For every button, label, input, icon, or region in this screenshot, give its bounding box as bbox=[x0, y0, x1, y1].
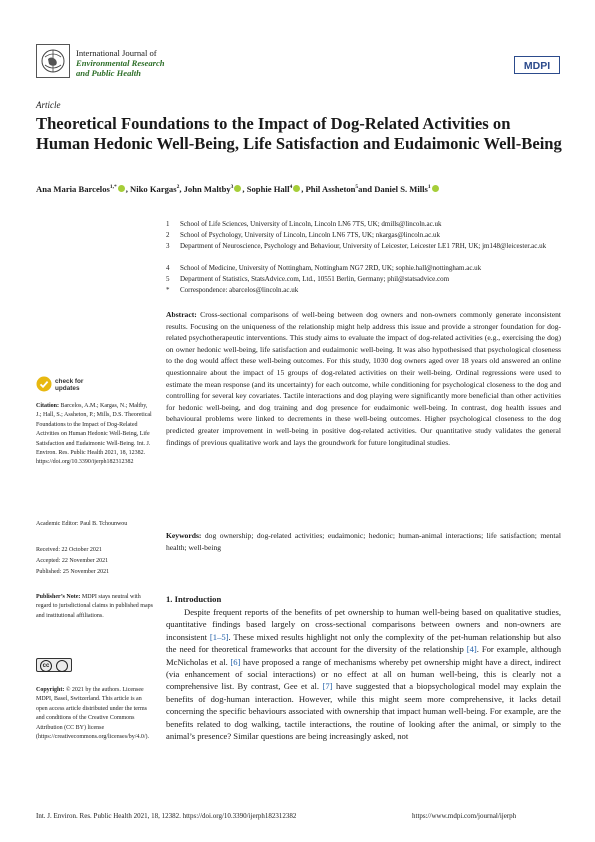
journal-name: International Journal of bbox=[76, 48, 157, 58]
author-list: Ana Maria Barcelos$^{1,*}$ , Niko Kargas$^2$, John Maltby$^3$ , Sophie Hall$^4$ , Phil Assheton$^5$and Daniel S. Mills$^1$ bbox=[36, 184, 576, 194]
person-icon bbox=[56, 660, 68, 672]
citation-link[interactable]: [4] bbox=[466, 644, 477, 655]
check-for-updates-icon[interactable] bbox=[36, 376, 52, 392]
creative-commons-icon[interactable] bbox=[36, 658, 72, 672]
author-name[interactable]: John Maltby bbox=[183, 184, 231, 194]
citation-link[interactable]: [6] bbox=[230, 656, 241, 667]
journal-logo bbox=[36, 44, 70, 78]
article-type: Article bbox=[36, 100, 61, 110]
cc-badge-label: cc bbox=[40, 660, 52, 672]
publisher-note: Publisher’s Note: MDPI stays neutral with regard to jurisdictional claims in published maps and institutional affiliations. bbox=[36, 594, 153, 619]
author-name[interactable]: Daniel S. Mills bbox=[374, 184, 428, 194]
author-name[interactable]: Sophie Hall bbox=[246, 184, 290, 194]
footer-citation: Int. J. Environ. Res. Public Health 2021, 18, 12382. https://doi.org/10.3390/ijerph182312382 bbox=[36, 812, 297, 820]
footer-journal-url[interactable]: https://www.mdpi.com/journal/ijerph bbox=[412, 812, 517, 820]
abstract-text: Cross-sectional comparisons of well-being between dog owners and non-owners commonly generate inconsistent results. Focusing on the uniqueness of the relationship might help address this issue and provide a stronger foundation for dog-related psychotherapeutic interventions. This study aims to evaluate the impact of dog-related activities (e.g., exercising the dog) on owner hedonic well-being, life satisfaction and eudaimonic well-being. It was also hypothesised that psychological closeness to the dog would affect these well-being outcomes. For this study, 1030 dog owners aged over 18 years old answered an online questionnaire about the impact of 15 groups of dog-related activities on their well-being. Ordinal regressions were used to estimate the mean response (and its uncertainty) for each outcome, while conditioning for psychological closeness to the dog and controlling for several key covariates. Tactile interactions and dog playing were significantly more beneficial than other activities for hedonic well-being, and dog training and dog presence for eudaimonic well-being. In contrast, dog health issues and behavioural problems were linked to decrements in these well-being outcomes. Higher psychological closeness to the dog predicted greater improvement in well-being in positive dog-related activities. Our quantitative study validates the general findings of previous qualitative work and lays the groundwork for future longitudinal studies. bbox=[166, 310, 561, 447]
author-name[interactable]: Phil Assheton bbox=[305, 184, 356, 194]
keywords bbox=[166, 530, 561, 553]
citation-link[interactable]: [7] bbox=[322, 681, 333, 692]
accepted-date: Accepted: 22 November 2021 bbox=[36, 558, 109, 564]
academic-editor: Academic Editor: Paul B. Tchounwou bbox=[36, 521, 128, 527]
author-name[interactable]: Niko Kargas bbox=[130, 184, 177, 194]
received-date: Received: 22 October 2021 bbox=[36, 547, 102, 553]
keywords-label: Keywords: bbox=[166, 531, 202, 540]
globe-icon bbox=[37, 45, 69, 77]
copyright: Copyright: © 2021 by the authors. Licensee MDPI, Basel, Switzerland. This article is an open access article distributed under the terms and conditions of the Creative Commons Attribution (CC BY) license (https://creativecommons.org/licenses/by/4.0/). bbox=[36, 687, 150, 741]
abstract bbox=[166, 309, 561, 448]
introduction-text: Despite frequent reports of the benefits of pet ownership to human well-being based on qualitative studies, quantitative findings based largely on cross-sectional comparisons between owners and non-owners are inconsistent [1–5]. These mixed results highlight not only the complexity of the pet-human relationship but also the need for theoretical frameworks that account for the diversity of the relationship [4]. For example, although McNicholas et al. [6] have proposed a range of mechanisms whereby pet ownership might have a direct, indirect (via enhancement of social interactions) or no effect at all on human well-being, this is clearly not a comprehensive list. By contrast, Gee et al. [7] have suggested that a biopsychological model may explain the benefits of dog-human interaction. However, while this might seem more comprehensive, it lacks detail concerning the specific behaviours associated with ownership that impact human well-being. For example, are the benefits related to dog walking, tactile interactions, the routine of looking after the animal, or simply to the animal’s presence? Similar questions are being increasingly asked, not bbox=[166, 607, 562, 742]
abstract-label: Abstract: bbox=[166, 310, 197, 319]
orcid-icon[interactable] bbox=[234, 185, 241, 192]
orcid-icon[interactable] bbox=[118, 185, 125, 192]
keywords-text: dog ownership; dog-related activities; eudaimonic; hedonic; human-animal interactions; life satisfaction; mental health; well-being bbox=[166, 531, 561, 552]
orcid-icon[interactable] bbox=[293, 185, 300, 192]
section-heading: 1. Introduction bbox=[166, 594, 222, 604]
mdpi-logo bbox=[514, 56, 560, 74]
author-name[interactable]: Ana Maria Barcelos bbox=[36, 184, 110, 194]
citation-link[interactable]: [1–5] bbox=[209, 631, 229, 642]
orcid-icon[interactable] bbox=[432, 185, 439, 192]
mdpi-logo-text: MDPI bbox=[523, 60, 551, 72]
published-date: Published: 25 November 2021 bbox=[36, 569, 110, 575]
article-title: Theoretical Foundations to the Impact of Dog-Related Activities on Human Hedonic Well-Being, Life Satisfaction and Eudaimonic Well-Being bbox=[36, 114, 562, 153]
journal-name-emphasis: and Public Health bbox=[76, 68, 141, 78]
check-for-updates[interactable]: check for updates bbox=[55, 378, 84, 392]
journal-name-emphasis: Environmental Research bbox=[76, 58, 165, 68]
citation: Citation: Barcelos, A.M.; Kargas, N.; Maltby, J.; Hall, S.; Assheton, P.; Mills, D.S. Theoretical Foundations to the Impact of Dog-Related Activities on Human Hedonic Well-Being, Life Satisfaction and Eudaimonic Well-Being. Int. J. Environ. Res. Public Health 2021, 18, 12382. https://doi.org/10.3390/ijerph182312382 bbox=[36, 403, 152, 466]
